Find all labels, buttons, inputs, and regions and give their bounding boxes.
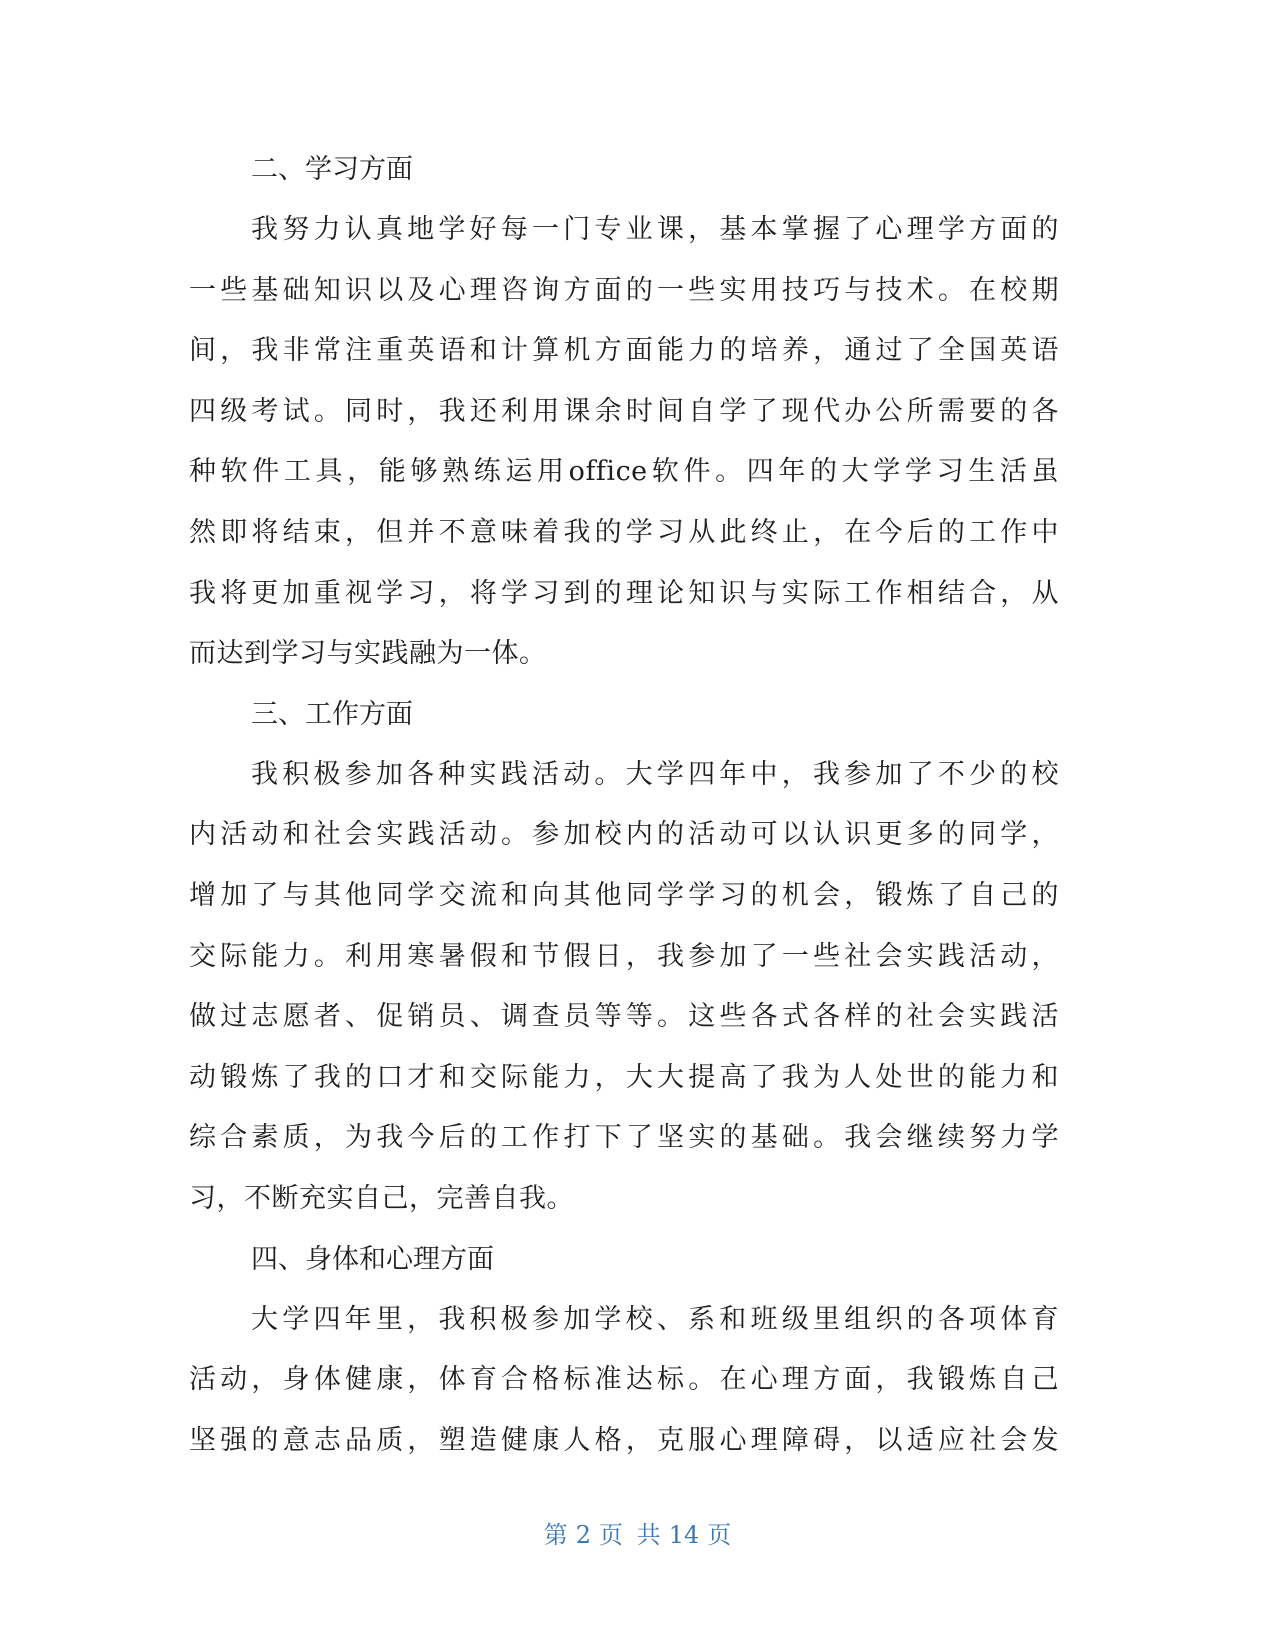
footer-suffix: 页 — [707, 1521, 732, 1549]
paragraph-line: 间，我非常注重英语和计算机方面能力的培养，通过了全国英语 — [189, 335, 1059, 367]
section-work — [189, 685, 1059, 1230]
paragraph-line: 而达到学习与实践融为一体。 — [189, 638, 547, 670]
paragraph-line: 我将更加重视学习，将学习到的理论知识与实际工作相结合，从 — [189, 577, 1059, 609]
page-footer — [0, 1515, 1275, 1550]
paragraph-line: 种软件工具，能够熟练运用office软件。四年的大学学习生活虽 — [189, 456, 1059, 488]
footer-prefix: 第 — [543, 1521, 568, 1549]
paragraph-line: 四级考试。同时，我还利用课余时间自学了现代办公所需要的各 — [189, 395, 1059, 427]
paragraph-line: 做过志愿者、促销员、调查员等等。这些各式各样的社会实践活 — [189, 1001, 1059, 1033]
paragraph-line: 我积极参加各种实践活动。大学四年中，我参加了不少的校 — [251, 758, 1059, 790]
section-heading: 三、工作方面 — [251, 698, 413, 730]
paragraph-line: 内活动和社会实践活动。参加校内的活动可以认识更多的同学， — [189, 819, 1059, 851]
paragraph-line: 活动，身体健康，体育合格标准达标。在心理方面，我锻炼自己 — [189, 1364, 1059, 1396]
footer-total-pages: 14 — [668, 1521, 700, 1549]
section-study — [189, 140, 1059, 685]
section-heading: 二、学习方面 — [251, 154, 413, 185]
section-heading: 四、身体和心理方面 — [251, 1243, 494, 1275]
paragraph-line: 我努力认真地学好每一门专业课，基本掌握了心理学方面的 — [251, 214, 1059, 245]
document-body — [189, 140, 1059, 1471]
paragraph-line: 坚强的意志品质，塑造健康人格，克服心理障碍，以适应社会发 — [189, 1424, 1059, 1456]
paragraph-line: 然即将结束，但并不意味着我的学习从此终止，在今后的工作中 — [189, 516, 1059, 548]
paragraph-line: 增加了与其他同学交流和向其他同学学习的机会，锻炼了自己的 — [189, 879, 1059, 911]
paragraph-line: 一些基础知识以及心理咨询方面的一些实用技巧与技术。在校期 — [189, 274, 1059, 306]
paragraph-line: 动锻炼了我的口才和交际能力，大大提高了我为人处世的能力和 — [189, 1061, 1059, 1093]
section-body-mind — [189, 1230, 1059, 1472]
footer-current-page: 2 — [575, 1521, 592, 1549]
paragraph-line: 大学四年里，我积极参加学校、系和班级里组织的各项体育 — [251, 1303, 1059, 1335]
paragraph-line: 综合素质，为我今后的工作打下了坚实的基础。我会继续努力学 — [189, 1122, 1059, 1154]
footer-middle: 页 共 — [599, 1521, 661, 1549]
paragraph-line: 交际能力。利用寒暑假和节假日，我参加了一些社会实践活动， — [189, 940, 1059, 972]
paragraph-line: 习，不断充实自己，完善自我。 — [189, 1182, 574, 1214]
